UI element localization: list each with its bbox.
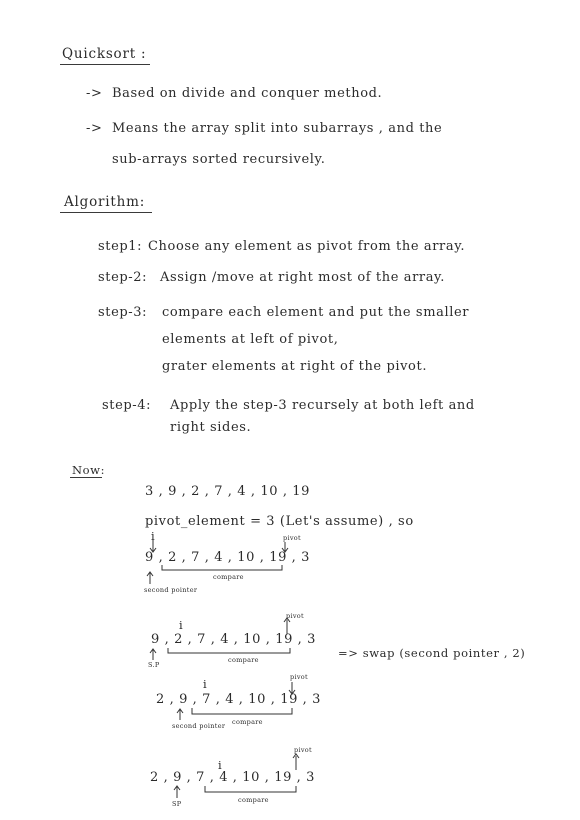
algorithm-heading: Algorithm: bbox=[64, 194, 146, 210]
trace-1-pivot-label: pivot bbox=[283, 534, 301, 542]
trace-4-pivot-label: pivot bbox=[294, 746, 312, 754]
step-1-label: step1: bbox=[98, 239, 143, 254]
trace-4-compare: compare bbox=[238, 796, 269, 804]
pivot-element-line: pivot_element = 3 (Let's assume) , so bbox=[145, 514, 414, 529]
trace-3-pointer: second pointer bbox=[172, 722, 226, 730]
now-label: Now: bbox=[72, 463, 106, 477]
trace-4-pointer: SP bbox=[172, 800, 182, 808]
step-3-label: step-3: bbox=[98, 305, 148, 320]
trace-3-pivot-label: pivot bbox=[290, 673, 308, 681]
trace-2-i-mark: i bbox=[179, 618, 184, 632]
step-4-label: step-4: bbox=[102, 398, 152, 413]
step-4-line-1: Apply the step-3 recursely at both left and bbox=[170, 398, 475, 413]
trace-2-array: 9 , 2 , 7 , 4 , 10 , 19 , 3 bbox=[151, 632, 317, 647]
trace-2-pivot-label: pivot bbox=[286, 612, 304, 620]
step-3-line-1: compare each element and put the smaller bbox=[162, 305, 470, 320]
trace-2-compare: compare bbox=[228, 656, 259, 664]
trace-3-i-mark: i bbox=[203, 677, 208, 691]
step-1-line-1: Choose any element as pivot from the array. bbox=[148, 239, 466, 254]
trace-1-array: 9 , 2 , 7 , 4 , 10 , 19 , 3 bbox=[145, 550, 311, 565]
trace-3-compare-bracket bbox=[192, 708, 292, 714]
trace-1-pointer: second pointer bbox=[144, 586, 198, 594]
intro-text-1: Based on divide and conquer method. bbox=[112, 86, 383, 101]
trace-3-array: 2 , 9 , 7 , 4 , 10 , 19 , 3 bbox=[156, 692, 322, 707]
trace-1-i-mark: i bbox=[151, 529, 156, 543]
initial-array: 3 , 9 , 2 , 7 , 4 , 10 , 19 bbox=[145, 484, 311, 499]
trace-4-i-mark: i bbox=[218, 758, 223, 772]
intro-text-2-cont: sub-arrays sorted recursively. bbox=[112, 152, 326, 167]
step-3-line-2: elements at left of pivot, bbox=[162, 332, 339, 347]
trace-2-pointer: S.P bbox=[148, 661, 160, 669]
trace-2-compare-bracket bbox=[168, 648, 290, 653]
step-4-line-2: right sides. bbox=[170, 420, 252, 435]
intro-text-2: Means the array split into subarrays , and the bbox=[112, 121, 443, 136]
trace-4-array: 2 , 9 , 7 , 4 , 10 , 19 , 3 bbox=[150, 770, 316, 785]
intro-bullet-2: -> bbox=[86, 121, 103, 136]
trace-3-compare: compare bbox=[232, 718, 263, 726]
step-3-line-3: grater elements at right of the pivot. bbox=[162, 359, 428, 374]
intro-bullet-1: -> bbox=[86, 86, 103, 101]
step-2-label: step-2: bbox=[98, 270, 148, 285]
trace-1-compare: compare bbox=[213, 573, 244, 581]
trace-4-compare-bracket bbox=[205, 786, 296, 792]
step-2-line-1: Assign /move at right most of the array. bbox=[160, 270, 446, 285]
swap-note: => swap (second pointer , 2) bbox=[338, 646, 526, 660]
page-title: Quicksort : bbox=[62, 46, 147, 62]
trace-1-compare-bracket bbox=[162, 565, 282, 570]
